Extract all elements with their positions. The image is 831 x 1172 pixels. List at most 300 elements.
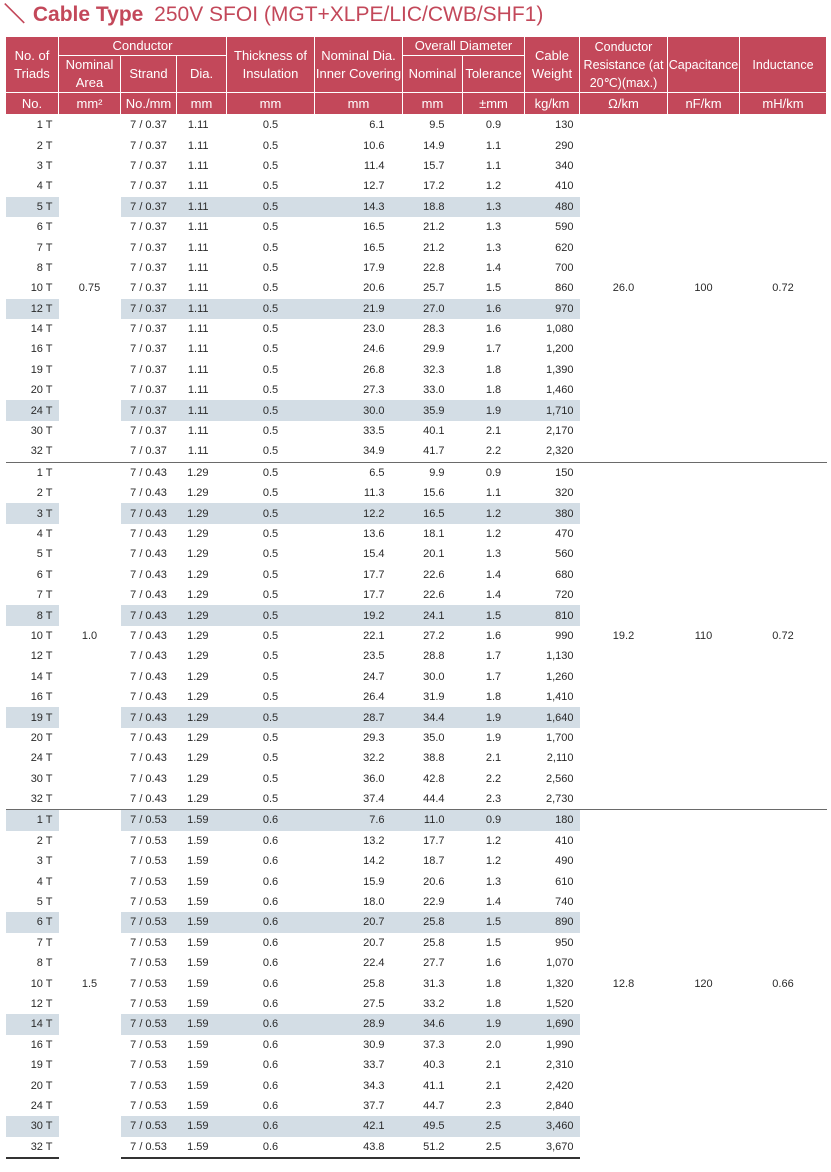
thickness-cell: 0.5	[262, 323, 279, 336]
dia-cell: 1.29	[187, 650, 209, 663]
triads-cell: 1 T	[6, 462, 59, 483]
strand-cell: 7 / 0.53	[130, 977, 167, 990]
dia-cell: 1.11	[177, 299, 227, 319]
strand-cell: 7 / 0.43	[130, 691, 167, 704]
dia-cell: 1.29	[187, 629, 209, 642]
thickness-cell: 0.5	[262, 629, 279, 642]
weight-cell: 340	[555, 159, 574, 172]
dia-cell: 1.29	[187, 568, 209, 581]
tolerance-cell: 2.1	[485, 752, 502, 765]
thickness-cell: 0.5	[227, 503, 315, 523]
inner-covering-cell: 20.7	[363, 936, 385, 949]
triads-cell: 1 T	[6, 810, 59, 831]
inner-covering-cell: 36.0	[363, 772, 385, 785]
strand-cell: 7 / 0.37	[130, 445, 167, 458]
weight-cell: 480	[525, 197, 580, 217]
triads-cell: 2 T	[36, 487, 53, 500]
strand-cell: 7 / 0.43	[130, 589, 167, 602]
overall-nominal-cell: 29.9	[423, 343, 445, 356]
thickness-cell: 0.5	[227, 462, 315, 483]
thickness-cell: 0.5	[262, 221, 279, 234]
overall-nominal-cell: 17.2	[423, 180, 445, 193]
tolerance-cell: 1.8	[485, 384, 502, 397]
overall-nominal-cell: 24.1	[403, 605, 463, 625]
strand-cell: 7 / 0.43	[130, 793, 167, 806]
thickness-cell: 0.5	[262, 384, 279, 397]
strand-cell: 7 / 0.53	[130, 1038, 167, 1051]
inner-covering-cell: 14.2	[363, 855, 385, 868]
weight-cell: 560	[555, 548, 574, 561]
triads-cell: 6 T	[36, 568, 53, 581]
tolerance-cell: 1.6	[485, 323, 502, 336]
tolerance-cell: 2.1	[485, 1059, 502, 1072]
weight-cell: 1,460	[545, 384, 574, 397]
triads-cell: 8 T	[36, 261, 53, 274]
dia-cell: 1.59	[187, 896, 209, 909]
triads-cell: 4 T	[36, 180, 53, 193]
overall-nominal-cell: 41.1	[423, 1079, 445, 1092]
overall-nominal-cell: 15.6	[423, 487, 445, 500]
thickness-cell: 0.5	[262, 241, 279, 254]
strand-cell: 7 / 0.43	[121, 605, 177, 625]
inner-covering-cell: 15.9	[363, 875, 385, 888]
inductance-cell: 0.72	[740, 462, 827, 810]
thickness-cell: 0.5	[262, 772, 279, 785]
thickness-cell: 0.6	[262, 957, 279, 970]
dia-cell: 1.11	[177, 400, 227, 420]
tolerance-cell: 1.8	[485, 691, 502, 704]
triads-cell: 20 T	[30, 384, 53, 397]
tolerance-cell: 2.1	[485, 425, 502, 438]
tolerance-cell: 1.8	[485, 997, 502, 1010]
overall-nominal-cell: 34.6	[403, 1014, 463, 1034]
tolerance-cell: 2.5	[463, 1116, 525, 1136]
inner-covering-cell: 43.8	[315, 1137, 403, 1158]
triads-cell: 16 T	[30, 343, 53, 356]
tolerance-cell: 1.9	[463, 400, 525, 420]
overall-nominal-cell: 22.6	[423, 568, 445, 581]
thickness-cell: 0.6	[262, 1059, 279, 1072]
tolerance-cell: 1.2	[485, 528, 502, 540]
thickness-cell: 0.6	[262, 936, 279, 949]
inner-covering-cell: 17.7	[363, 589, 385, 602]
triads-cell: 10 T	[30, 977, 53, 990]
resistance-cell: 19.2	[580, 462, 668, 810]
triads-cell: 32 T	[6, 1137, 59, 1158]
dia-cell: 1.11	[187, 241, 209, 254]
triads-cell: 10 T	[30, 282, 53, 295]
strand-cell: 7 / 0.37	[130, 221, 167, 234]
dia-cell: 1.11	[187, 221, 209, 234]
inner-covering-cell: 30.9	[363, 1038, 385, 1051]
triads-cell: 7 T	[36, 936, 53, 949]
triads-cell: 32 T	[30, 445, 53, 458]
triads-cell: 3 T	[36, 855, 53, 868]
tolerance-cell: 1.4	[485, 896, 502, 909]
thickness-cell: 0.5	[262, 793, 279, 806]
triads-cell: 24 T	[30, 1099, 53, 1112]
tolerance-cell: 1.4	[485, 261, 502, 274]
weight-cell: 1,520	[545, 997, 574, 1010]
triads-cell: 2 T	[36, 139, 53, 152]
strand-cell: 7 / 0.37	[121, 115, 177, 136]
strand-cell: 7 / 0.37	[130, 139, 167, 152]
thickness-cell: 0.6	[227, 1116, 315, 1136]
tolerance-cell: 1.5	[463, 912, 525, 932]
overall-nominal-cell: 21.2	[423, 241, 445, 254]
dia-cell: 1.29	[187, 691, 209, 704]
tolerance-cell: 1.6	[463, 299, 525, 319]
unit-cell: No./mm	[121, 93, 177, 115]
weight-cell: 1,200	[545, 343, 574, 356]
thickness-cell: 0.5	[262, 589, 279, 602]
strand-cell: 7 / 0.43	[130, 650, 167, 663]
header-overall-diameter: Overall Diameter	[403, 37, 525, 56]
triads-cell: 16 T	[30, 1038, 53, 1051]
weight-cell: 1,130	[545, 650, 574, 663]
tolerance-cell: 2.2	[485, 445, 502, 458]
dia-cell: 1.59	[187, 997, 209, 1010]
strand-cell: 7 / 0.37	[130, 180, 167, 193]
tolerance-cell: 0.9	[463, 115, 525, 136]
dia-cell: 1.11	[187, 159, 209, 172]
resistance-cell: 26.0	[580, 115, 668, 463]
inner-covering-cell: 26.4	[363, 691, 385, 704]
header-resistance: Conductor Resistance (at 20℃)(max.)	[580, 37, 668, 93]
inner-covering-cell: 23.0	[363, 323, 385, 336]
thickness-cell: 0.5	[262, 282, 279, 295]
tolerance-cell: 1.3	[463, 197, 525, 217]
unit-cell: Ω/km	[580, 93, 668, 115]
weight-cell: 1,260	[545, 670, 574, 683]
overall-nominal-cell: 28.3	[423, 323, 445, 336]
triads-cell: 14 T	[6, 1014, 59, 1034]
capacitance-cell: 110	[668, 462, 740, 810]
weight-cell: 1,070	[545, 957, 574, 970]
triads-cell: 14 T	[30, 670, 53, 683]
dia-cell: 1.29	[187, 487, 209, 500]
overall-nominal-cell: 35.0	[423, 731, 445, 744]
header-inductance: Inductance	[740, 37, 827, 93]
tolerance-cell: 1.1	[485, 487, 502, 500]
strand-cell: 7 / 0.37	[121, 299, 177, 319]
dia-cell: 1.59	[187, 977, 209, 990]
dia-cell: 1.29	[187, 528, 209, 540]
strand-cell: 7 / 0.43	[130, 731, 167, 744]
dia-cell: 1.11	[187, 139, 209, 152]
inner-covering-cell: 6.1	[315, 115, 403, 136]
weight-cell: 1,700	[545, 731, 574, 744]
strand-cell: 7 / 0.37	[130, 363, 167, 376]
dia-cell: 1.11	[187, 282, 209, 295]
triads-cell: 7 T	[36, 589, 53, 602]
unit-cell: mH/km	[740, 93, 827, 115]
unit-cell: mm	[177, 93, 227, 115]
tolerance-cell: 1.9	[485, 731, 502, 744]
header-od-nominal: Nominal	[403, 56, 463, 93]
weight-cell: 990	[555, 629, 574, 642]
header-dia: Dia.	[177, 56, 227, 93]
inner-covering-cell: 22.4	[363, 957, 385, 970]
tolerance-cell: 2.1	[485, 1079, 502, 1092]
dia-cell: 1.29	[187, 548, 209, 561]
inner-covering-cell: 13.2	[363, 834, 385, 847]
dia-cell: 1.11	[187, 261, 209, 274]
inner-covering-cell: 28.7	[315, 707, 403, 727]
weight-cell: 3,670	[525, 1137, 580, 1158]
inner-covering-cell: 6.5	[315, 462, 403, 483]
tolerance-cell: 1.5	[485, 282, 502, 295]
tolerance-cell: 1.8	[485, 977, 502, 990]
triads-cell: 24 T	[30, 752, 53, 765]
tolerance-cell: 0.9	[463, 810, 525, 831]
weight-cell: 610	[555, 875, 574, 888]
overall-nominal-cell: 18.8	[403, 197, 463, 217]
weight-cell: 1,710	[525, 400, 580, 420]
inner-covering-cell: 24.6	[363, 343, 385, 356]
table-body	[6, 115, 827, 1158]
inner-covering-cell: 28.9	[315, 1014, 403, 1034]
triads-cell: 7 T	[36, 241, 53, 254]
table-header	[6, 37, 827, 115]
weight-cell: 290	[555, 139, 574, 152]
weight-cell: 150	[525, 462, 580, 483]
strand-cell: 7 / 0.37	[130, 241, 167, 254]
strand-cell: 7 / 0.43	[130, 670, 167, 683]
triads-cell: 8 T	[36, 957, 53, 970]
thickness-cell: 0.5	[262, 528, 279, 540]
strand-cell: 7 / 0.43	[130, 568, 167, 581]
weight-cell: 720	[555, 589, 574, 602]
tolerance-cell: 1.6	[485, 957, 502, 970]
inner-covering-cell: 18.0	[363, 896, 385, 909]
tolerance-cell: 1.9	[463, 707, 525, 727]
triads-cell: 5 T	[6, 197, 59, 217]
triads-cell: 32 T	[30, 793, 53, 806]
strand-cell: 7 / 0.37	[130, 159, 167, 172]
dia-cell: 1.11	[177, 197, 227, 217]
overall-nominal-cell: 15.7	[423, 159, 445, 172]
header-nominal-area: Nominal Area	[59, 56, 121, 93]
tolerance-cell: 1.3	[485, 875, 502, 888]
triads-cell: 30 T	[6, 1116, 59, 1136]
triads-cell: 6 T	[6, 912, 59, 932]
thickness-cell: 0.5	[262, 159, 279, 172]
dia-cell: 1.59	[187, 1038, 209, 1051]
strand-cell: 7 / 0.53	[130, 1059, 167, 1072]
inner-covering-cell: 12.7	[363, 180, 385, 193]
weight-cell: 2,310	[545, 1059, 574, 1072]
strand-cell: 7 / 0.43	[130, 487, 167, 500]
weight-cell: 890	[525, 912, 580, 932]
weight-cell: 620	[555, 241, 574, 254]
dia-cell: 1.11	[187, 343, 209, 356]
triads-cell: 6 T	[36, 221, 53, 234]
strand-cell: 7 / 0.43	[130, 629, 167, 642]
dia-cell: 1.29	[177, 462, 227, 483]
dia-cell: 1.11	[177, 115, 227, 136]
overall-nominal-cell: 14.9	[423, 139, 445, 152]
inner-covering-cell: 37.4	[363, 793, 385, 806]
overall-nominal-cell: 34.4	[403, 707, 463, 727]
inner-covering-cell: 32.2	[363, 752, 385, 765]
triads-cell: 8 T	[6, 605, 59, 625]
page-title	[4, 2, 824, 32]
weight-cell: 1,390	[545, 363, 574, 376]
overall-nominal-cell: 28.8	[423, 650, 445, 663]
unit-cell: nF/km	[668, 93, 740, 115]
overall-nominal-cell: 40.1	[423, 425, 445, 438]
header-thickness: Thickness of Insulation	[227, 37, 315, 93]
triads-cell: 4 T	[36, 528, 53, 540]
dia-cell: 1.11	[187, 323, 209, 336]
strand-cell: 7 / 0.37	[130, 343, 167, 356]
inner-covering-cell: 25.8	[363, 977, 385, 990]
overall-nominal-cell: 27.0	[403, 299, 463, 319]
strand-cell: 7 / 0.43	[121, 503, 177, 523]
inductance-cell: 0.72	[740, 115, 827, 463]
overall-nominal-cell: 31.3	[423, 977, 445, 990]
overall-nominal-cell: 51.2	[403, 1137, 463, 1158]
weight-cell: 2,320	[545, 445, 574, 458]
triads-cell: 19 T	[6, 707, 59, 727]
table-row	[6, 462, 827, 483]
weight-cell: 3,460	[525, 1116, 580, 1136]
inner-covering-cell: 10.6	[363, 139, 385, 152]
dia-cell: 1.29	[187, 589, 209, 602]
tolerance-cell: 1.7	[485, 670, 502, 683]
inner-covering-cell: 37.7	[363, 1099, 385, 1112]
tolerance-cell: 1.2	[463, 503, 525, 523]
inner-covering-cell: 23.5	[363, 650, 385, 663]
dia-cell: 1.11	[187, 384, 209, 397]
strand-cell: 7 / 0.53	[130, 855, 167, 868]
strand-cell: 7 / 0.53	[130, 896, 167, 909]
triads-cell: 5 T	[36, 896, 53, 909]
dia-cell: 1.59	[177, 810, 227, 831]
units-row	[6, 93, 827, 115]
inner-covering-cell: 22.1	[363, 629, 385, 642]
dia-cell: 1.11	[187, 363, 209, 376]
thickness-cell: 0.5	[262, 261, 279, 274]
overall-nominal-cell: 16.5	[403, 503, 463, 523]
cable-spec-table	[5, 36, 827, 1159]
overall-nominal-cell: 44.4	[423, 793, 445, 806]
triads-cell: 10 T	[30, 629, 53, 642]
overall-nominal-cell: 20.6	[423, 875, 445, 888]
capacitance-cell: 120	[668, 810, 740, 1158]
resistance-cell: 12.8	[580, 810, 668, 1158]
overall-nominal-cell: 35.9	[403, 400, 463, 420]
dia-cell: 1.59	[187, 1099, 209, 1112]
thickness-cell: 0.5	[262, 548, 279, 561]
dia-cell: 1.59	[187, 855, 209, 868]
weight-cell: 470	[555, 528, 574, 540]
dia-cell: 1.11	[187, 445, 209, 458]
unit-cell: ±mm	[463, 93, 525, 115]
thickness-cell: 0.5	[262, 425, 279, 438]
weight-cell: 490	[555, 855, 574, 868]
weight-cell: 1,080	[545, 323, 574, 336]
triads-cell: 30 T	[30, 425, 53, 438]
nominal-area-cell: 1.0	[59, 462, 121, 810]
thickness-cell: 0.5	[227, 197, 315, 217]
inner-covering-cell: 15.4	[363, 548, 385, 561]
dia-cell: 1.29	[187, 793, 209, 806]
inner-covering-cell: 20.6	[363, 282, 385, 295]
overall-nominal-cell: 27.7	[423, 957, 445, 970]
overall-nominal-cell: 25.7	[423, 282, 445, 295]
overall-nominal-cell: 22.9	[423, 896, 445, 909]
inner-covering-cell: 24.7	[363, 670, 385, 683]
tolerance-cell: 1.3	[485, 548, 502, 561]
thickness-cell: 0.6	[262, 896, 279, 909]
inner-covering-cell: 16.5	[363, 221, 385, 234]
thickness-cell: 0.5	[262, 363, 279, 376]
overall-nominal-cell: 42.8	[423, 772, 445, 785]
weight-cell: 680	[555, 568, 574, 581]
tolerance-cell: 1.2	[485, 834, 502, 847]
unit-cell: kg/km	[525, 93, 580, 115]
strand-cell: 7 / 0.43	[130, 772, 167, 785]
unit-cell: No.	[6, 93, 59, 115]
thickness-cell: 0.5	[262, 650, 279, 663]
triads-cell: 20 T	[30, 1079, 53, 1092]
nominal-area-cell: 0.75	[59, 115, 121, 463]
thickness-cell: 0.5	[262, 670, 279, 683]
weight-cell: 410	[555, 180, 574, 193]
weight-cell: 180	[525, 810, 580, 831]
tolerance-cell: 2.3	[485, 793, 502, 806]
thickness-cell: 0.5	[262, 139, 279, 152]
thickness-cell: 0.5	[262, 180, 279, 193]
thickness-cell: 0.5	[227, 299, 315, 319]
overall-nominal-cell: 9.9	[403, 462, 463, 483]
inner-covering-cell: 30.0	[315, 400, 403, 420]
thickness-cell: 0.5	[262, 568, 279, 581]
thickness-cell: 0.5	[227, 707, 315, 727]
tolerance-cell: 1.8	[485, 363, 502, 376]
dia-cell: 1.29	[187, 752, 209, 765]
weight-cell: 740	[555, 896, 574, 909]
strand-cell: 7 / 0.53	[130, 997, 167, 1010]
weight-cell: 970	[525, 299, 580, 319]
triads-cell: 20 T	[30, 731, 53, 744]
thickness-cell: 0.6	[262, 855, 279, 868]
inner-covering-cell: 26.8	[363, 363, 385, 376]
dia-cell: 1.29	[177, 707, 227, 727]
weight-cell: 590	[555, 221, 574, 234]
table-row	[6, 115, 827, 136]
weight-cell: 410	[555, 834, 574, 847]
weight-cell: 2,730	[545, 793, 574, 806]
triads-cell: 12 T	[30, 650, 53, 663]
weight-cell: 130	[525, 115, 580, 136]
thickness-cell: 0.6	[262, 997, 279, 1010]
unit-cell: mm²	[59, 93, 121, 115]
tolerance-cell: 0.9	[463, 462, 525, 483]
dia-cell: 1.59	[187, 1079, 209, 1092]
triads-cell: 3 T	[36, 159, 53, 172]
weight-cell: 2,110	[546, 752, 574, 765]
strand-cell: 7 / 0.37	[130, 384, 167, 397]
inner-covering-cell: 21.9	[315, 299, 403, 319]
thickness-cell: 0.5	[227, 115, 315, 136]
dia-cell: 1.59	[177, 912, 227, 932]
thickness-cell: 0.5	[262, 731, 279, 744]
dia-cell: 1.59	[177, 1014, 227, 1034]
strand-cell: 7 / 0.53	[130, 834, 167, 847]
